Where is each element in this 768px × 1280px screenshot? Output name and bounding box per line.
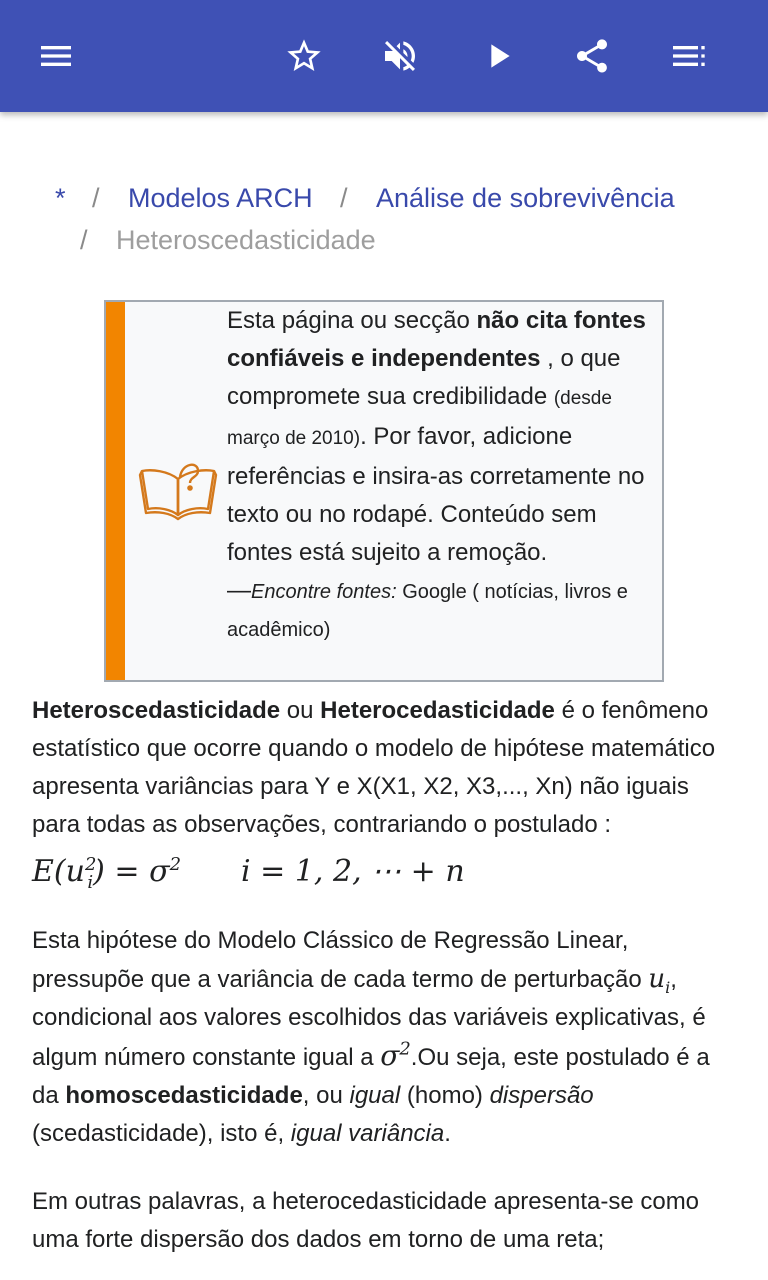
article-body — [32, 692, 742, 1259]
math-u: u — [648, 964, 666, 994]
notice-sources-line — [227, 572, 657, 649]
article-paragraph-3: Em outras palavras, a heterocedasticidade apresenta-se como uma forte dispersão dos dados em torno de uma reta; — [32, 1188, 700, 1253]
text-run: Esta hipótese do Modelo Clássico de Regressão Linear, pressupõe que a variância de cada termo de perturbação — [32, 927, 649, 993]
breadcrumb-separator: / — [92, 183, 100, 213]
text-run: , ou — [302, 1082, 350, 1109]
notice-sources-links[interactable]: Google ( notícias, livros e acadêmico) — [227, 581, 628, 641]
breadcrumb-separator: / — [340, 183, 348, 213]
notice-dash: — — [227, 577, 251, 604]
notice-text — [227, 302, 657, 649]
play-icon[interactable] — [474, 32, 522, 80]
article-paragraph-1 — [32, 692, 742, 844]
text-run: (homo) — [400, 1082, 490, 1109]
term-igual: igual — [349, 1082, 401, 1109]
term-dispersao: dispersão — [489, 1082, 594, 1109]
text-run: . — [444, 1120, 451, 1147]
formula-lhs: E(u — [32, 854, 85, 889]
text-run: , condicional aos valores escolhidos das variáveis explicativas, é algum número constante igual a — [32, 966, 706, 1071]
star-icon[interactable] — [280, 32, 328, 80]
text-run: .Ou seja, este postulado é a da — [32, 1044, 710, 1109]
breadcrumb-item-modelos-arch[interactable]: Modelos ARCH — [128, 183, 313, 213]
notice-date: (desde março de 2010) — [227, 388, 612, 449]
notice-text-2: , o que compromete sua credibilidade — [227, 345, 621, 410]
menu-icon[interactable] — [32, 32, 80, 80]
notice-accent-bar — [106, 302, 125, 680]
term-homoscedasticidade: homoscedasticidade — [65, 1082, 303, 1109]
list-icon[interactable] — [664, 32, 712, 80]
notice-text-3: . Por favor, adicione referências e insira-as corretamente no texto ou no rodapé. Conteúdo sem fontes está sujeito a remoção. — [227, 423, 645, 566]
text-run: é o fenômeno estatístico que ocorre quando o modelo de hipótese matemático apresenta variâncias para Y e X(X1, X2, X3,..., Xn) não iguais para todas as observações, contrariando o postulado : — [32, 697, 716, 838]
formula-homoscedasticity: $E(u^2_i) = \sigma^2$ i = 1, 2, ⋯ + n — [32, 854, 465, 893]
book-question-icon — [138, 457, 218, 523]
breadcrumb-home[interactable]: * — [55, 183, 66, 213]
notice-text-1: Esta página ou secção — [227, 307, 477, 334]
text-run: ou — [280, 697, 321, 724]
term-heterocedasticidade: Heterocedasticidade — [320, 697, 555, 724]
article-paragraph-2: Esta hipótese do Modelo Clássico de Regressão Linear, pressupõe que a variância de cada termo de perturbação $u_i$, condicional aos valores escolhidos das variáveis explicativas, é algum número constante igual a $\sigma^2.Ou$ seja, este postulado é a da homoscedasticidade, ou igual (homo) dispersão (scedasticidade), isto é, igual variância. — [32, 927, 710, 1147]
formula-rhs: i = 1, 2, ⋯ + n — [241, 854, 465, 889]
app-bar — [0, 0, 768, 112]
term-heteroscedasticidade: Heteroscedasticidade — [32, 697, 281, 724]
notice-find-label: Encontre fontes: — [251, 581, 397, 603]
term-igual-variancia: igual variância — [290, 1120, 445, 1147]
unsourced-notice-box — [104, 300, 664, 682]
breadcrumb-item-analise[interactable]: Análise de sobrevivência — [376, 183, 675, 213]
notice-bold: não cita fontes confiáveis e independentes — [227, 307, 646, 372]
volume-off-icon[interactable] — [376, 32, 424, 80]
breadcrumb-current: Heteroscedasticidade — [116, 225, 376, 255]
text-run: (scedasticidade), isto é, — [32, 1120, 291, 1147]
share-icon[interactable] — [568, 32, 616, 80]
breadcrumb-separator: / — [80, 225, 88, 255]
